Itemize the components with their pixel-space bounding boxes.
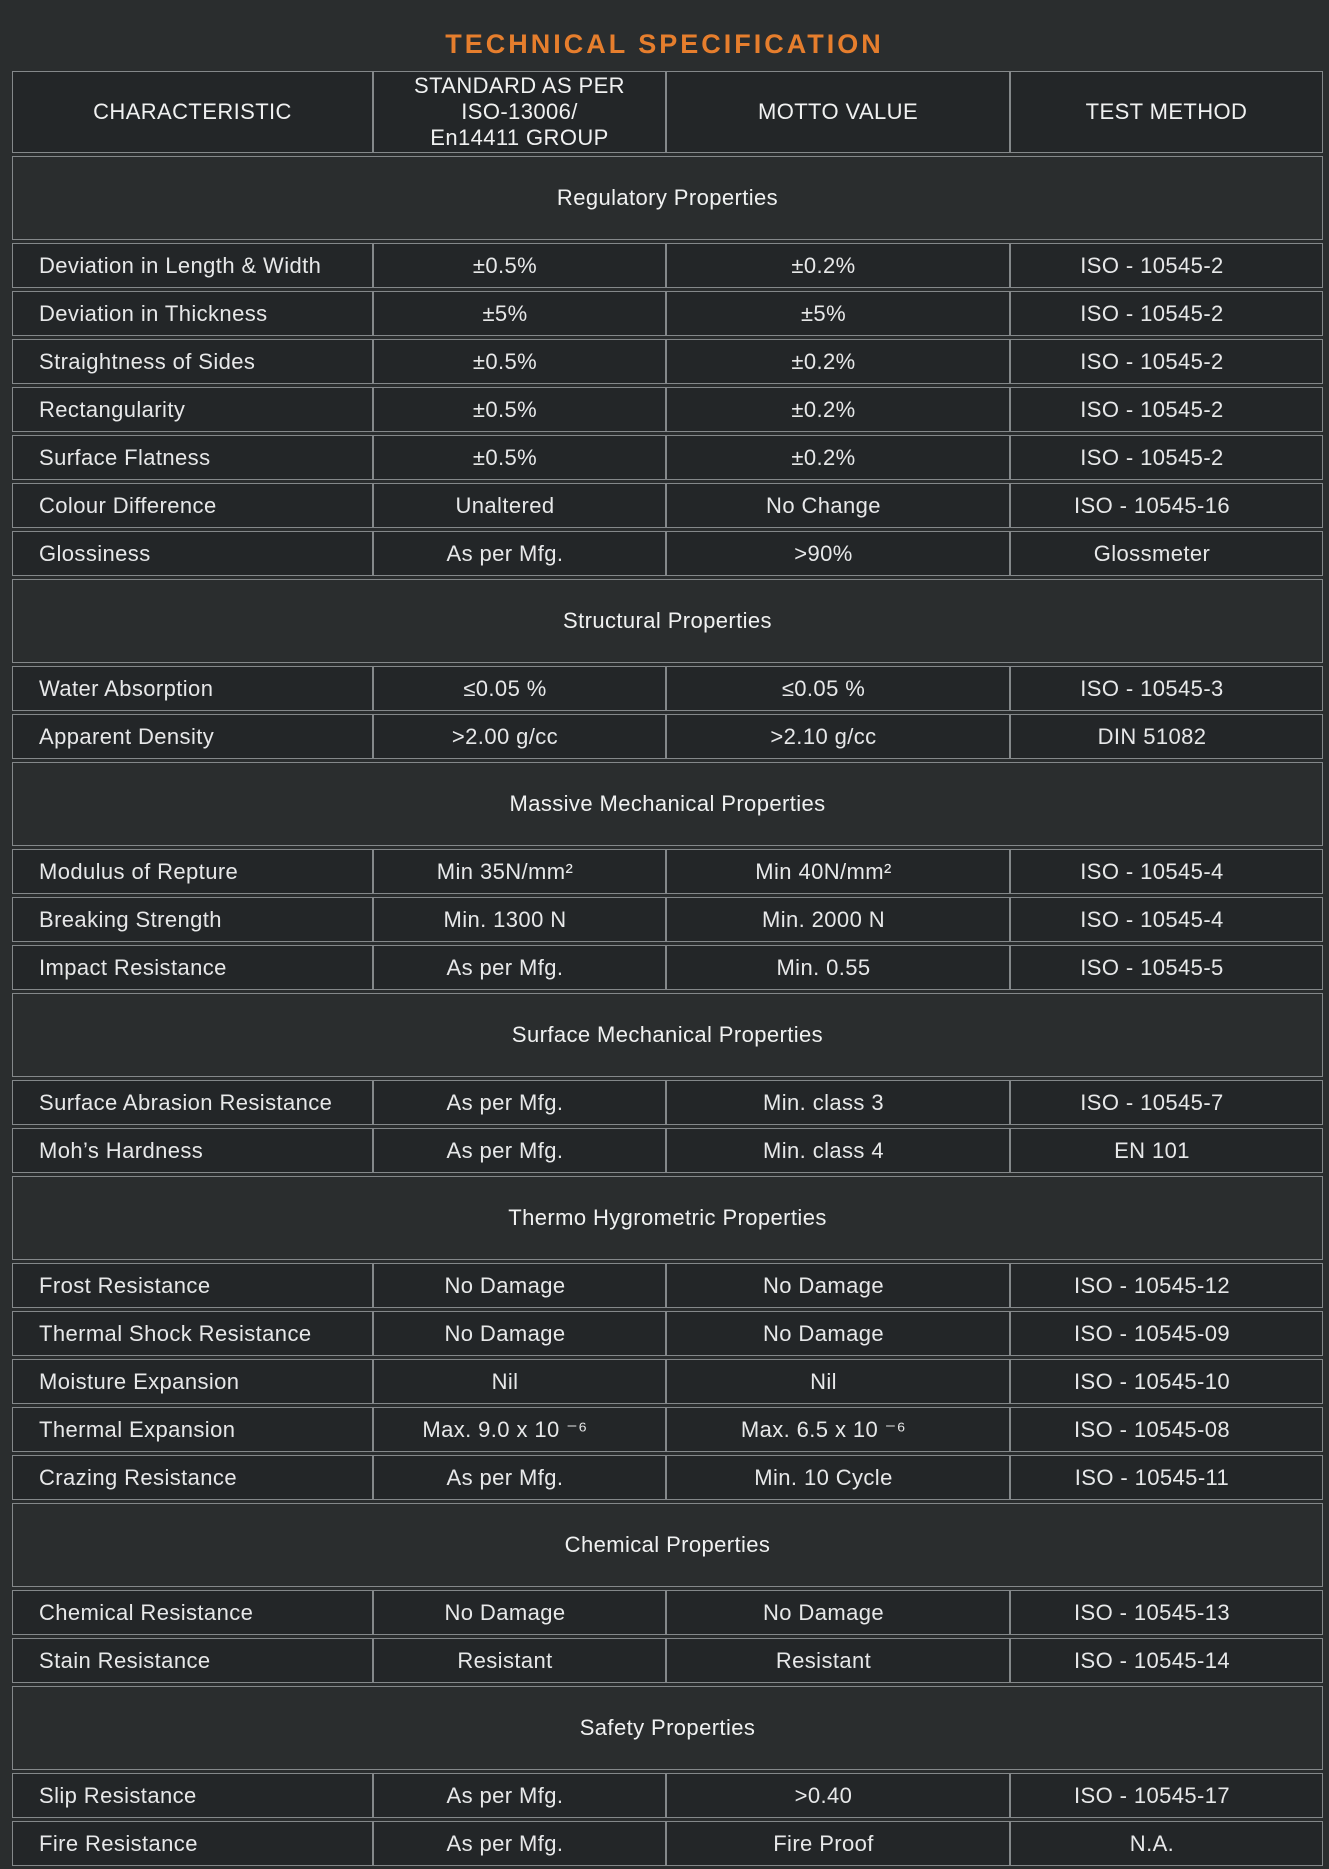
test-method-cell: ISO - 10545-2 bbox=[1010, 243, 1323, 288]
standard-value-cell: As per Mfg. bbox=[373, 1773, 666, 1818]
section-header-row bbox=[12, 579, 1323, 663]
column-header-standard-line-1: STANDARD AS PER bbox=[414, 73, 625, 98]
test-method-cell: N.A. bbox=[1010, 1821, 1323, 1866]
motto-value-cell: Min. class 3 bbox=[666, 1080, 1010, 1125]
section-header-row bbox=[12, 762, 1323, 846]
characteristic-cell: Straightness of Sides bbox=[12, 339, 373, 384]
characteristic-cell: Deviation in Thickness bbox=[12, 291, 373, 336]
test-method-cell: ISO - 10545-5 bbox=[1010, 945, 1323, 990]
standard-value-cell: As per Mfg. bbox=[373, 1821, 666, 1866]
characteristic-cell: Slip Resistance bbox=[12, 1773, 373, 1818]
characteristic-cell: Surface Flatness bbox=[12, 435, 373, 480]
section-title: Structural Properties bbox=[12, 579, 1323, 663]
motto-value-cell: Min. 0.55 bbox=[666, 945, 1010, 990]
standard-value-cell: ±0.5% bbox=[373, 339, 666, 384]
column-header-characteristic bbox=[12, 71, 373, 153]
page-title: TECHNICAL SPECIFICATION bbox=[445, 29, 884, 59]
test-method-cell: ISO - 10545-17 bbox=[1010, 1773, 1323, 1818]
motto-value-cell: Nil bbox=[666, 1359, 1010, 1404]
characteristic-cell: Frost Resistance bbox=[12, 1263, 373, 1308]
test-method-cell: ISO - 10545-14 bbox=[1010, 1638, 1323, 1683]
section-header-row bbox=[12, 1686, 1323, 1770]
motto-value-cell: Min. class 4 bbox=[666, 1128, 1010, 1173]
spec-row bbox=[12, 714, 1323, 759]
characteristic-cell: Fire Resistance bbox=[12, 1821, 373, 1866]
motto-value-cell: No Damage bbox=[666, 1590, 1010, 1635]
spec-row bbox=[12, 1080, 1323, 1125]
spec-row bbox=[12, 1407, 1323, 1452]
motto-value-cell: ±0.2% bbox=[666, 339, 1010, 384]
standard-value-cell: As per Mfg. bbox=[373, 1080, 666, 1125]
section-header-row bbox=[12, 156, 1323, 240]
standard-value-cell: No Damage bbox=[373, 1263, 666, 1308]
section-title: Surface Mechanical Properties bbox=[12, 993, 1323, 1077]
test-method-cell: ISO - 10545-2 bbox=[1010, 435, 1323, 480]
spec-row bbox=[12, 435, 1323, 480]
test-method-cell: ISO - 10545-11 bbox=[1010, 1455, 1323, 1500]
standard-value-cell: ±0.5% bbox=[373, 243, 666, 288]
spec-row bbox=[12, 1638, 1323, 1683]
motto-value-cell: ≤0.05 % bbox=[666, 666, 1010, 711]
characteristic-cell: Modulus of Repture bbox=[12, 849, 373, 894]
standard-value-cell: ±5% bbox=[373, 291, 666, 336]
column-header-motto-label: MOTTO VALUE bbox=[757, 99, 919, 124]
test-method-cell: ISO - 10545-09 bbox=[1010, 1311, 1323, 1356]
standard-value-cell: As per Mfg. bbox=[373, 1128, 666, 1173]
characteristic-cell: Surface Abrasion Resistance bbox=[12, 1080, 373, 1125]
column-header-characteristic-label: CHARACTERISTIC bbox=[93, 99, 292, 124]
characteristic-cell: Impact Resistance bbox=[12, 945, 373, 990]
standard-value-cell: No Damage bbox=[373, 1311, 666, 1356]
standard-value-cell: As per Mfg. bbox=[373, 531, 666, 576]
column-header-test-method bbox=[1010, 71, 1323, 153]
spec-row bbox=[12, 945, 1323, 990]
characteristic-cell: Breaking Strength bbox=[12, 897, 373, 942]
motto-value-cell: ±0.2% bbox=[666, 435, 1010, 480]
motto-value-cell: Fire Proof bbox=[666, 1821, 1010, 1866]
spec-row bbox=[12, 483, 1323, 528]
spec-row bbox=[12, 531, 1323, 576]
section-header-row bbox=[12, 1503, 1323, 1587]
motto-value-cell: No Change bbox=[666, 483, 1010, 528]
standard-value-cell: ±0.5% bbox=[373, 387, 666, 432]
spec-table-header bbox=[12, 71, 1323, 153]
spec-row bbox=[12, 1773, 1323, 1818]
characteristic-cell: Rectangularity bbox=[12, 387, 373, 432]
characteristic-cell: Chemical Resistance bbox=[12, 1590, 373, 1635]
characteristic-cell: Stain Resistance bbox=[12, 1638, 373, 1683]
characteristic-cell: Apparent Density bbox=[12, 714, 373, 759]
standard-value-cell: Max. 9.0 x 10 ⁻⁶ bbox=[373, 1407, 666, 1452]
characteristic-cell: Moh’s Hardness bbox=[12, 1128, 373, 1173]
characteristic-cell: Thermal Shock Resistance bbox=[12, 1311, 373, 1356]
spec-row bbox=[12, 897, 1323, 942]
test-method-cell: ISO - 10545-3 bbox=[1010, 666, 1323, 711]
test-method-cell: ISO - 10545-13 bbox=[1010, 1590, 1323, 1635]
spec-table bbox=[12, 68, 1323, 1869]
column-header-standard-line-3: En14411 GROUP bbox=[430, 125, 609, 150]
test-method-cell: ISO - 10545-7 bbox=[1010, 1080, 1323, 1125]
section-title: Massive Mechanical Properties bbox=[12, 762, 1323, 846]
page-header bbox=[0, 0, 1329, 68]
test-method-cell: ISO - 10545-08 bbox=[1010, 1407, 1323, 1452]
spec-row bbox=[12, 291, 1323, 336]
motto-value-cell: Min. 10 Cycle bbox=[666, 1455, 1010, 1500]
spec-row bbox=[12, 339, 1323, 384]
motto-value-cell: >90% bbox=[666, 531, 1010, 576]
motto-value-cell: >2.10 g/cc bbox=[666, 714, 1010, 759]
characteristic-cell: Water Absorption bbox=[12, 666, 373, 711]
motto-value-cell: ±0.2% bbox=[666, 243, 1010, 288]
section-header-row bbox=[12, 1176, 1323, 1260]
column-header-motto bbox=[666, 71, 1010, 153]
standard-value-cell: Resistant bbox=[373, 1638, 666, 1683]
column-header-test-method-label: TEST METHOD bbox=[1085, 99, 1248, 124]
test-method-cell: ISO - 10545-2 bbox=[1010, 387, 1323, 432]
motto-value-cell: >0.40 bbox=[666, 1773, 1010, 1818]
characteristic-cell: Deviation in Length & Width bbox=[12, 243, 373, 288]
spec-row bbox=[12, 1359, 1323, 1404]
characteristic-cell: Moisture Expansion bbox=[12, 1359, 373, 1404]
characteristic-cell: Glossiness bbox=[12, 531, 373, 576]
standard-value-cell: Min 35N/mm² bbox=[373, 849, 666, 894]
spec-row bbox=[12, 1128, 1323, 1173]
spec-row bbox=[12, 666, 1323, 711]
header-row bbox=[12, 71, 1323, 153]
standard-value-cell: Min. 1300 N bbox=[373, 897, 666, 942]
motto-value-cell: Min. 2000 N bbox=[666, 897, 1010, 942]
motto-value-cell: No Damage bbox=[666, 1263, 1010, 1308]
characteristic-cell: Thermal Expansion bbox=[12, 1407, 373, 1452]
standard-value-cell: >2.00 g/cc bbox=[373, 714, 666, 759]
standard-value-cell: ≤0.05 % bbox=[373, 666, 666, 711]
standard-value-cell: Unaltered bbox=[373, 483, 666, 528]
standard-value-cell: As per Mfg. bbox=[373, 1455, 666, 1500]
motto-value-cell: No Damage bbox=[666, 1311, 1010, 1356]
motto-value-cell: ±0.2% bbox=[666, 387, 1010, 432]
standard-value-cell: Nil bbox=[373, 1359, 666, 1404]
test-method-cell: ISO - 10545-2 bbox=[1010, 339, 1323, 384]
characteristic-cell: Colour Difference bbox=[12, 483, 373, 528]
spec-row bbox=[12, 387, 1323, 432]
motto-value-cell: Resistant bbox=[666, 1638, 1010, 1683]
column-header-standard-line-2: ISO-13006/ bbox=[461, 99, 578, 124]
test-method-cell: ISO - 10545-12 bbox=[1010, 1263, 1323, 1308]
column-header-standard bbox=[373, 71, 666, 153]
standard-value-cell: As per Mfg. bbox=[373, 945, 666, 990]
test-method-cell: DIN 51082 bbox=[1010, 714, 1323, 759]
section-title: Regulatory Properties bbox=[12, 156, 1323, 240]
test-method-cell: ISO - 10545-2 bbox=[1010, 291, 1323, 336]
spec-row bbox=[12, 1821, 1323, 1866]
motto-value-cell: Max. 6.5 x 10 ⁻⁶ bbox=[666, 1407, 1010, 1452]
spec-row bbox=[12, 849, 1323, 894]
spec-row bbox=[12, 1455, 1323, 1500]
test-method-cell: Glossmeter bbox=[1010, 531, 1323, 576]
spec-row bbox=[12, 243, 1323, 288]
spec-row bbox=[12, 1590, 1323, 1635]
spec-row bbox=[12, 1311, 1323, 1356]
test-method-cell: ISO - 10545-16 bbox=[1010, 483, 1323, 528]
test-method-cell: EN 101 bbox=[1010, 1128, 1323, 1173]
section-header-row bbox=[12, 993, 1323, 1077]
section-title: Safety Properties bbox=[12, 1686, 1323, 1770]
test-method-cell: ISO - 10545-10 bbox=[1010, 1359, 1323, 1404]
test-method-cell: ISO - 10545-4 bbox=[1010, 897, 1323, 942]
standard-value-cell: ±0.5% bbox=[373, 435, 666, 480]
section-title: Chemical Properties bbox=[12, 1503, 1323, 1587]
characteristic-cell: Crazing Resistance bbox=[12, 1455, 373, 1500]
motto-value-cell: ±5% bbox=[666, 291, 1010, 336]
motto-value-cell: Min 40N/mm² bbox=[666, 849, 1010, 894]
section-title: Thermo Hygrometric Properties bbox=[12, 1176, 1323, 1260]
test-method-cell: ISO - 10545-4 bbox=[1010, 849, 1323, 894]
spec-row bbox=[12, 1263, 1323, 1308]
standard-value-cell: No Damage bbox=[373, 1590, 666, 1635]
spec-table-body bbox=[12, 156, 1323, 1866]
